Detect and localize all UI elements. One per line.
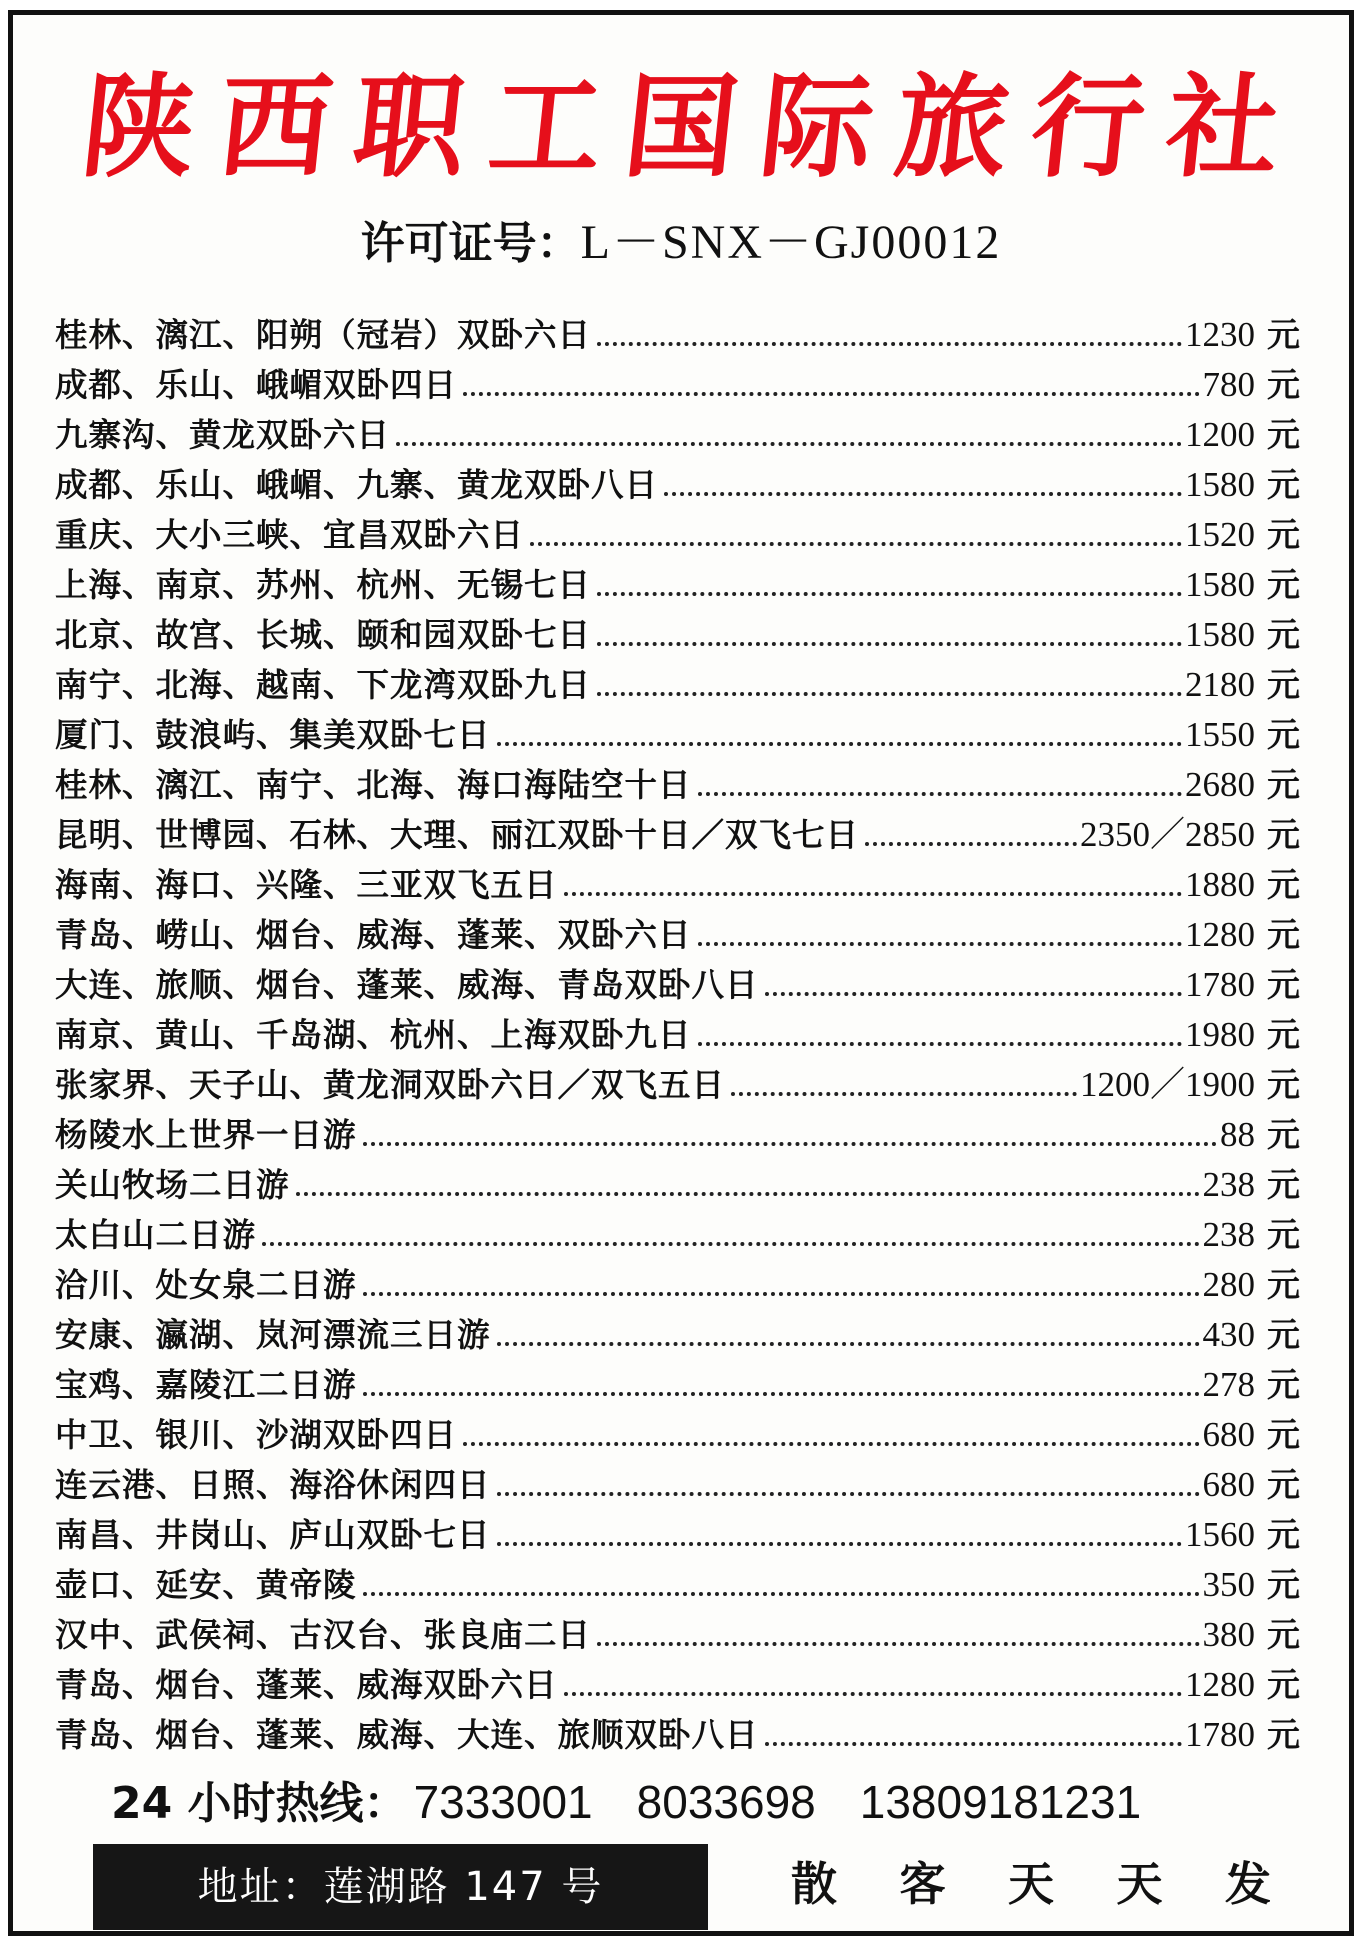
price-unit: 元: [1267, 1465, 1301, 1504]
dot-leader: [396, 442, 1182, 446]
route-name: 张家界、天子山、黄龙洞双卧六日／双飞五日: [55, 1066, 726, 1104]
ad-frame: [8, 10, 1354, 1936]
dot-leader: [530, 542, 1182, 546]
title-char: 国: [618, 62, 744, 193]
route-price: 278: [1202, 1365, 1255, 1404]
dot-leader: [497, 742, 1182, 746]
price-unit: 元: [1267, 315, 1301, 354]
license-line: [13, 213, 1349, 274]
route-name: 重庆、大小三峡、宜昌双卧六日: [55, 516, 525, 554]
route-name: 南昌、井岗山、庐山双卧七日: [55, 1516, 491, 1554]
price-unit: 元: [1267, 1415, 1301, 1454]
slogan-char: 天: [1116, 1857, 1163, 1911]
license-number: L－SNX－GJ00012: [580, 216, 1002, 269]
dot-leader: [597, 342, 1182, 346]
dot-leader: [296, 1192, 1200, 1196]
dot-leader: [698, 942, 1182, 946]
route-price: 780: [1202, 365, 1255, 404]
price-unit: 元: [1267, 1715, 1301, 1754]
route-price: 680: [1202, 1465, 1255, 1504]
route-name: 青岛、烟台、蓬莱、威海双卧六日: [55, 1666, 558, 1704]
route-name: 成都、乐山、峨嵋、九寨、黄龙双卧八日: [55, 466, 659, 504]
hotline-number: 7333001: [413, 1776, 593, 1828]
dot-leader: [497, 1342, 1200, 1346]
price-unit: 元: [1267, 765, 1301, 804]
price-unit: 元: [1267, 415, 1301, 454]
price-unit: 元: [1267, 1015, 1301, 1054]
dot-leader: [564, 892, 1182, 896]
route-row: [55, 1610, 1301, 1660]
route-row: [55, 1010, 1301, 1060]
price-unit: 元: [1267, 515, 1301, 554]
price-unit: 元: [1267, 1265, 1301, 1304]
route-price: 238: [1202, 1215, 1255, 1254]
price-unit: 元: [1267, 715, 1301, 754]
price-unit: 元: [1267, 865, 1301, 904]
route-name: 成都、乐山、峨嵋双卧四日: [55, 366, 458, 404]
route-name: 北京、故宫、长城、颐和园双卧七日: [55, 616, 592, 654]
route-row: [55, 710, 1301, 760]
price-unit: 元: [1267, 1515, 1301, 1554]
address-box: 地址：莲湖路 147 号: [93, 1844, 708, 1930]
route-row: [55, 1360, 1301, 1410]
route-price: 280: [1202, 1265, 1255, 1304]
price-unit: 元: [1267, 1665, 1301, 1704]
route-price: 1780: [1185, 1715, 1255, 1754]
route-price: 1550: [1185, 715, 1255, 754]
route-row: [55, 510, 1301, 560]
title-char: 西: [211, 62, 338, 193]
dot-leader: [597, 592, 1182, 596]
hotline: [111, 1772, 1141, 1834]
dot-leader: [463, 392, 1199, 396]
route-price: 1230: [1185, 315, 1255, 354]
route-name: 南宁、北海、越南、下龙湾双卧九日: [55, 666, 592, 704]
hotline-number: 8033698: [636, 1776, 816, 1828]
title-char: 社: [1160, 62, 1286, 193]
route-price: 2180: [1185, 665, 1255, 704]
price-unit: 元: [1267, 815, 1301, 854]
route-row: [55, 560, 1301, 610]
route-name: 九寨沟、黄龙双卧六日: [55, 416, 391, 454]
route-price-list: [55, 310, 1301, 1760]
price-unit: 元: [1267, 365, 1301, 404]
route-price: 1280: [1185, 1665, 1255, 1704]
dot-leader: [497, 1542, 1182, 1546]
route-price: 1560: [1185, 1515, 1255, 1554]
route-price: 238: [1202, 1165, 1255, 1204]
slogan-char: 天: [1008, 1857, 1054, 1911]
route-name: 关山牧场二日游: [55, 1166, 290, 1204]
dot-leader: [363, 1292, 1200, 1296]
route-price: 1580: [1185, 615, 1255, 654]
price-unit: 元: [1267, 1615, 1301, 1654]
dot-leader: [363, 1592, 1200, 1596]
route-name: 昆明、世博园、石林、大理、丽江双卧十日／双飞七日: [55, 816, 860, 854]
route-name: 海南、海口、兴隆、三亚双飞五日: [55, 866, 558, 904]
slogan-char: 客: [899, 1857, 946, 1911]
dot-leader: [597, 1642, 1199, 1646]
route-row: [55, 1560, 1301, 1610]
route-name: 汉中、武侯祠、古汉台、张良庙二日: [55, 1616, 592, 1654]
slogan-char: 发: [1225, 1857, 1271, 1911]
dot-leader: [698, 1042, 1182, 1046]
route-row: [55, 310, 1301, 360]
dot-leader: [262, 1242, 1199, 1246]
dot-leader: [731, 1092, 1077, 1096]
route-name: 安康、瀛湖、岚河漂流三日游: [55, 1316, 491, 1354]
route-name: 青岛、烟台、蓬莱、威海、大连、旅顺双卧八日: [55, 1716, 759, 1754]
price-unit: 元: [1267, 1365, 1301, 1404]
route-name: 中卫、银川、沙湖双卧四日: [55, 1416, 458, 1454]
route-price: 88: [1220, 1115, 1255, 1154]
route-row: [55, 410, 1301, 460]
route-name: 桂林、漓江、南宁、北海、海口海陆空十日: [55, 766, 692, 804]
route-price: 1580: [1185, 465, 1255, 504]
price-unit: 元: [1267, 1115, 1301, 1154]
route-row: [55, 960, 1301, 1010]
route-row: [55, 1710, 1301, 1760]
price-unit: 元: [1267, 1315, 1301, 1354]
route-row: [55, 610, 1301, 660]
route-row: [55, 1310, 1301, 1360]
license-label: 许可证号：: [360, 218, 581, 269]
route-price: 2680: [1185, 765, 1255, 804]
title-char: 际: [753, 62, 880, 193]
route-price: 380: [1202, 1615, 1255, 1654]
title-char: 职: [347, 62, 473, 193]
price-unit: 元: [1267, 565, 1301, 604]
title-char: 陕: [76, 62, 202, 193]
route-row: [55, 1160, 1301, 1210]
route-name: 桂林、漓江、阳朔（冠岩）双卧六日: [55, 316, 592, 354]
title-char: 行: [1024, 62, 1151, 193]
route-price: 1200／1900: [1079, 1065, 1255, 1104]
dot-leader: [564, 1692, 1182, 1696]
route-name: 杨陵水上世界一日游: [55, 1116, 357, 1154]
route-row: [55, 1460, 1301, 1510]
route-price: 2350／2850: [1079, 815, 1255, 854]
route-price: 1520: [1185, 515, 1255, 554]
dot-leader: [664, 492, 1182, 496]
route-name: 宝鸡、嘉陵江二日游: [55, 1366, 357, 1404]
price-unit: 元: [1267, 615, 1301, 654]
route-row: [55, 660, 1301, 710]
price-unit: 元: [1267, 915, 1301, 954]
dot-leader: [363, 1142, 1217, 1146]
route-row: [55, 1210, 1301, 1260]
route-price: 1200: [1185, 415, 1255, 454]
price-unit: 元: [1267, 665, 1301, 704]
hotline-number: 13809181231: [859, 1776, 1142, 1828]
route-row: [55, 1660, 1301, 1710]
price-unit: 元: [1267, 965, 1301, 1004]
route-name: 大连、旅顺、烟台、蓬莱、威海、青岛双卧八日: [55, 966, 759, 1004]
dot-leader: [497, 1492, 1200, 1496]
route-name: 南京、黄山、千岛湖、杭州、上海双卧九日: [55, 1016, 692, 1054]
route-price: 1780: [1185, 965, 1255, 1004]
agency-title: [33, 63, 1329, 193]
route-name: 厦门、鼓浪屿、集美双卧七日: [55, 716, 491, 754]
route-row: [55, 1260, 1301, 1310]
route-row: [55, 460, 1301, 510]
dot-leader: [765, 992, 1182, 996]
route-row: [55, 1410, 1301, 1460]
route-price: 1580: [1185, 565, 1255, 604]
route-row: [55, 1060, 1301, 1110]
route-name: 青岛、崂山、烟台、威海、蓬莱、双卧六日: [55, 916, 692, 954]
price-unit: 元: [1267, 1065, 1301, 1104]
price-unit: 元: [1267, 465, 1301, 504]
route-price: 1980: [1185, 1015, 1255, 1054]
price-unit: 元: [1267, 1565, 1301, 1604]
route-row: [55, 910, 1301, 960]
route-row: [55, 860, 1301, 910]
route-row: [55, 1510, 1301, 1560]
route-name: 洽川、处女泉二日游: [55, 1266, 357, 1304]
route-row: [55, 360, 1301, 410]
route-row: [55, 1110, 1301, 1160]
route-row: [55, 760, 1301, 810]
hotline-label: 24 小时热线：: [111, 1778, 408, 1829]
dot-leader: [597, 642, 1182, 646]
route-name: 上海、南京、苏州、杭州、无锡七日: [55, 566, 592, 604]
title-char: 工: [482, 62, 609, 193]
route-name: 壶口、延安、黄帝陵: [55, 1566, 357, 1604]
slogan: [791, 1849, 1271, 1919]
dot-leader: [765, 1742, 1182, 1746]
dot-leader: [865, 842, 1077, 846]
route-row: [55, 810, 1301, 860]
price-unit: 元: [1267, 1215, 1301, 1254]
dot-leader: [698, 792, 1182, 796]
route-name: 连云港、日照、海浴休闲四日: [55, 1466, 491, 1504]
dot-leader: [597, 692, 1182, 696]
route-price: 680: [1202, 1415, 1255, 1454]
slogan-char: 散: [791, 1857, 837, 1911]
price-unit: 元: [1267, 1165, 1301, 1204]
dot-leader: [463, 1442, 1199, 1446]
route-price: 430: [1202, 1315, 1255, 1354]
route-price: 1280: [1185, 915, 1255, 954]
route-price: 350: [1202, 1565, 1255, 1604]
route-name: 太白山二日游: [55, 1216, 257, 1254]
route-price: 1880: [1185, 865, 1255, 904]
dot-leader: [363, 1392, 1200, 1396]
title-char: 旅: [889, 62, 1015, 193]
